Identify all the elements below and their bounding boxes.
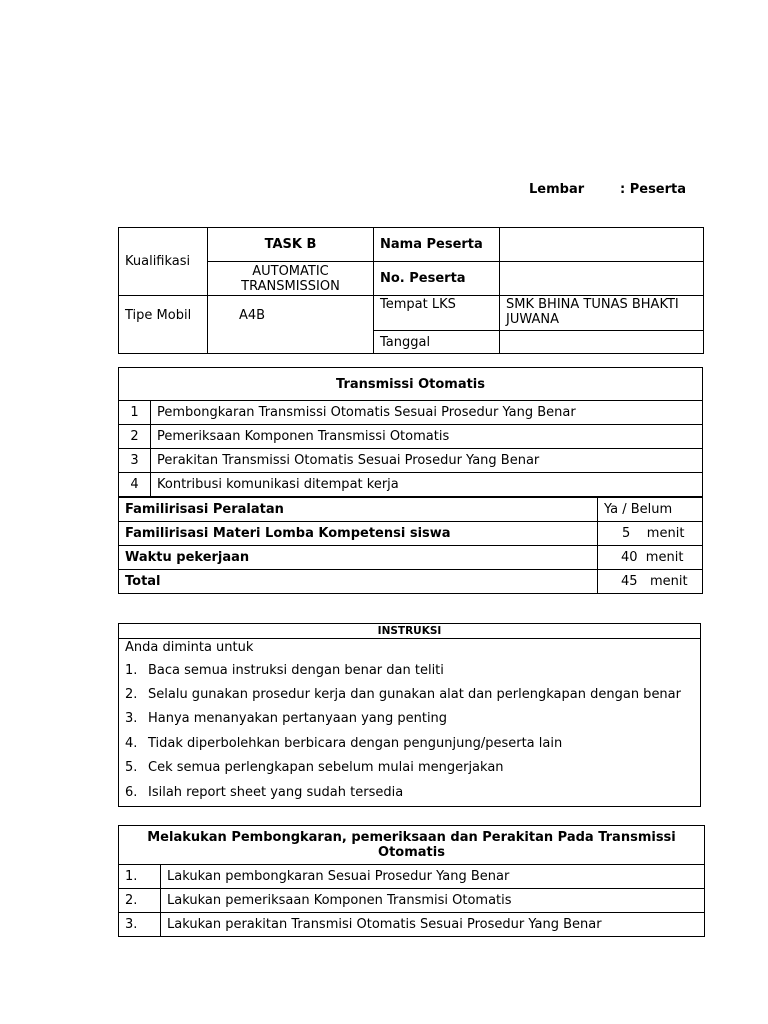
procedure-number: 2. — [119, 889, 161, 913]
tanggal-label: Tanggal — [374, 331, 500, 354]
table-row — [119, 473, 703, 498]
task-name: AUTOMATIC TRANSMISSION — [208, 262, 374, 296]
task-text: Kontribusi komunikasi ditempat kerja — [151, 473, 703, 498]
list-item — [125, 686, 681, 704]
nama-peserta-field — [500, 228, 704, 262]
procedure-text: Lakukan perakitan Transmisi Otomatis Sesuai Prosedur Yang Benar — [161, 913, 705, 937]
summary-label: Familirisasi Peralatan — [119, 497, 598, 522]
instruction-number: 2. — [125, 687, 138, 702]
competency-title: Transmissi Otomatis — [119, 368, 703, 401]
nama-peserta-label: Nama Peserta — [374, 228, 500, 262]
list-item — [125, 784, 403, 802]
tipe-mobil-value: A4B — [208, 296, 374, 354]
instructions-title: INSTRUKSI — [119, 624, 700, 639]
procedure-table — [118, 825, 705, 937]
list-item — [125, 735, 562, 753]
table-row — [119, 889, 705, 913]
instructions-box — [118, 623, 701, 807]
no-peserta-label: No. Peserta — [374, 262, 500, 296]
procedure-text: Lakukan pembongkaran Sesuai Prosedur Yang Benar — [161, 865, 705, 889]
summary-label: Familirisasi Materi Lomba Kompetensi siswa — [119, 522, 598, 546]
task-text: Pemeriksaan Komponen Transmissi Otomatis — [151, 425, 703, 449]
instructions-intro: Anda diminta untuk — [125, 640, 254, 655]
task-label: TASK B — [208, 228, 374, 262]
task-number: 4 — [119, 473, 151, 498]
summary-value: 40 menit — [598, 546, 703, 570]
procedure-number: 1. — [119, 865, 161, 889]
summary-label: Waktu pekerjaan — [119, 546, 598, 570]
table-row — [119, 449, 703, 473]
task-text: Pembongkaran Transmissi Otomatis Sesuai Prosedur Yang Benar — [151, 401, 703, 425]
table-row — [119, 865, 705, 889]
table-row — [119, 913, 705, 937]
summary-value: 45 menit — [598, 570, 703, 594]
tempat-lks-value: SMK BHINA TUNAS BHAKTI JUWANA — [500, 296, 704, 331]
tempat-lks-label: Tempat LKS — [374, 296, 500, 331]
lembar-label: Lembar — [529, 182, 585, 197]
summary-label: Total — [119, 570, 598, 594]
kualifikasi-label: Kualifikasi — [119, 228, 208, 296]
list-item — [125, 759, 504, 777]
instruction-text: Baca semua instruksi dengan benar dan teliti — [148, 663, 444, 678]
summary-value: Ya / Belum — [598, 497, 703, 522]
instruction-text: Selalu gunakan prosedur kerja dan gunakan alat dan perlengkapan dengan benar — [148, 687, 681, 702]
instruction-text: Tidak diperbolehkan berbicara dengan pengunjung/peserta lain — [148, 736, 563, 751]
participant-info-table — [118, 227, 704, 354]
task-number: 2 — [119, 425, 151, 449]
instruction-number: 6. — [125, 785, 138, 800]
table-row — [119, 425, 703, 449]
table-row — [119, 522, 703, 546]
instruction-number: 5. — [125, 760, 138, 775]
procedure-text: Lakukan pemeriksaan Komponen Transmisi Otomatis — [161, 889, 705, 913]
summary-value: 5 menit — [598, 522, 703, 546]
instruction-number: 3. — [125, 711, 138, 726]
tipe-mobil-label: Tipe Mobil — [119, 296, 208, 354]
task-text: Perakitan Transmissi Otomatis Sesuai Prosedur Yang Benar — [151, 449, 703, 473]
task-number: 3 — [119, 449, 151, 473]
table-row — [119, 546, 703, 570]
procedure-number: 3. — [119, 913, 161, 937]
no-peserta-field — [500, 262, 704, 296]
lembar-value: : Peserta — [620, 182, 687, 197]
table-row — [119, 401, 703, 425]
list-item — [125, 710, 447, 728]
task-number: 1 — [119, 401, 151, 425]
instruction-text: Hanya menanyakan pertanyaan yang penting — [148, 711, 448, 726]
table-row — [119, 570, 703, 594]
tanggal-field — [500, 331, 704, 354]
instruction-number: 4. — [125, 736, 138, 751]
list-item — [125, 662, 444, 680]
procedure-title: Melakukan Pembongkaran, pemeriksaan dan Perakitan Pada Transmissi Otomatis — [119, 826, 705, 865]
table-row — [119, 497, 703, 522]
instruction-text: Isilah report sheet yang sudah tersedia — [148, 785, 404, 800]
instruction-text: Cek semua perlengkapan sebelum mulai mengerjakan — [148, 760, 504, 775]
competency-table — [118, 367, 703, 594]
instruction-number: 1. — [125, 663, 138, 678]
